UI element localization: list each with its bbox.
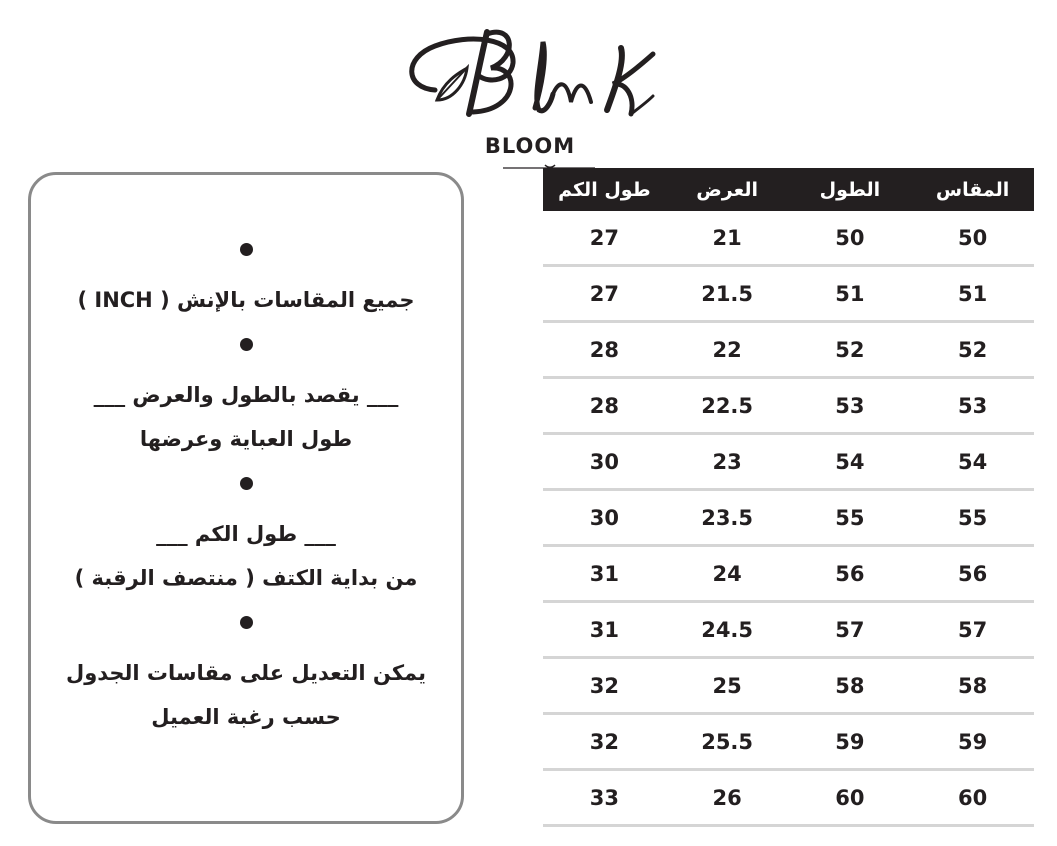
cell-sleeve-length: 28	[543, 378, 666, 434]
table-row	[543, 266, 1034, 322]
cell-size: 58	[911, 658, 1034, 714]
cell-sleeve-length: 30	[543, 490, 666, 546]
table-row	[543, 714, 1034, 770]
cell-size: 57	[911, 602, 1034, 658]
bullet-icon	[240, 338, 253, 351]
header-size: المقاس	[911, 168, 1034, 211]
cell-sleeve-length: 33	[543, 770, 666, 826]
cell-length: 54	[789, 434, 912, 490]
cell-sleeve-length: 31	[543, 546, 666, 602]
note-line: من بداية الكتف ( منتصف الرقبة )	[74, 566, 418, 590]
cell-sleeve-length: 32	[543, 714, 666, 770]
cell-size: 54	[911, 434, 1034, 490]
bullet-icon	[240, 243, 253, 256]
note-item	[31, 477, 461, 600]
table-body	[543, 211, 1034, 826]
cell-size: 52	[911, 322, 1034, 378]
table-row	[543, 770, 1034, 826]
cell-sleeve-length: 27	[543, 266, 666, 322]
table-row	[543, 546, 1034, 602]
header-sleeve-length: طول الكم	[543, 168, 666, 211]
bullet-icon	[240, 616, 253, 629]
cell-size: 59	[911, 714, 1034, 770]
cell-size: 51	[911, 266, 1034, 322]
cell-length: 59	[789, 714, 912, 770]
cell-sleeve-length: 27	[543, 211, 666, 266]
size-chart-table	[543, 168, 1034, 827]
cell-length: 53	[789, 378, 912, 434]
cell-width: 21.5	[666, 266, 789, 322]
table-row	[543, 322, 1034, 378]
table-row	[543, 490, 1034, 546]
header-width: العرض	[666, 168, 789, 211]
table-row	[543, 211, 1034, 266]
cell-sleeve-length: 30	[543, 434, 666, 490]
table-row	[543, 658, 1034, 714]
cell-size: 55	[911, 490, 1034, 546]
note-line: ___ يقصد بالطول والعرض ___	[93, 383, 399, 407]
cell-width: 25.5	[666, 714, 789, 770]
cell-width: 25	[666, 658, 789, 714]
cell-width: 24	[666, 546, 789, 602]
brand-wordmark: BLOOM	[484, 134, 576, 158]
cell-size: 53	[911, 378, 1034, 434]
note-line: حسب رغبة العميل	[151, 705, 341, 729]
cell-size: 60	[911, 770, 1034, 826]
note-item	[31, 616, 461, 739]
cell-length: 56	[789, 546, 912, 602]
cell-width: 22.5	[666, 378, 789, 434]
note-line: جميع المقاسات بالإنش ( INCH )	[77, 288, 415, 312]
note-item	[31, 243, 461, 322]
cell-width: 23.5	[666, 490, 789, 546]
cell-width: 22	[666, 322, 789, 378]
table-header-row	[543, 168, 1034, 211]
cell-size: 50	[911, 211, 1034, 266]
cell-width: 26	[666, 770, 789, 826]
cell-length: 57	[789, 602, 912, 658]
note-line: طول العباية وعرضها	[139, 427, 353, 451]
brand-logo	[395, 18, 665, 158]
cell-size: 56	[911, 546, 1034, 602]
cell-sleeve-length: 32	[543, 658, 666, 714]
cell-sleeve-length: 31	[543, 602, 666, 658]
cell-width: 23	[666, 434, 789, 490]
notes-list	[31, 243, 461, 739]
cell-length: 55	[789, 490, 912, 546]
cell-length: 60	[789, 770, 912, 826]
cell-sleeve-length: 28	[543, 322, 666, 378]
note-line: يمكن التعديل على مقاسات الجدول	[65, 661, 426, 685]
header-length: الطول	[789, 168, 912, 211]
cell-length: 58	[789, 658, 912, 714]
cell-width: 21	[666, 211, 789, 266]
table-row	[543, 602, 1034, 658]
script-logo-mark	[395, 18, 665, 134]
notes-panel	[28, 172, 464, 824]
note-item	[31, 338, 461, 461]
table-row	[543, 434, 1034, 490]
cell-length: 51	[789, 266, 912, 322]
cell-length: 50	[789, 211, 912, 266]
table-row	[543, 378, 1034, 434]
cell-length: 52	[789, 322, 912, 378]
bullet-icon	[240, 477, 253, 490]
note-line: ___ طول الكم ___	[156, 522, 336, 546]
cell-width: 24.5	[666, 602, 789, 658]
